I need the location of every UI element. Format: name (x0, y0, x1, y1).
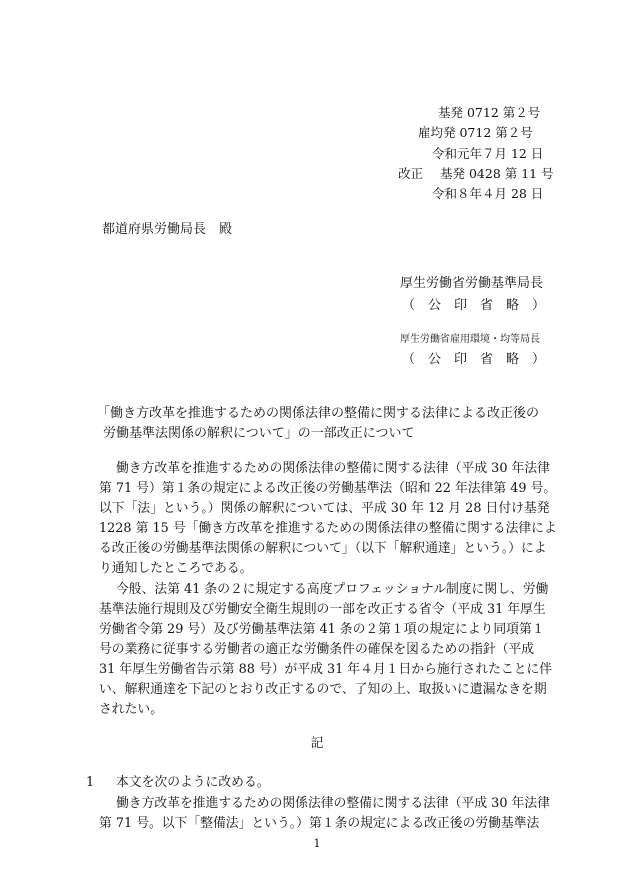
body-paragraph-2-line: 号の業務に従事する労働者の適正な労働条件の確保を図るための指針（平成 (99, 642, 535, 657)
body-paragraph-2-line: されたい。 (99, 702, 163, 717)
body-paragraph-2-line: 労働省令第 29 号）及び労働基準法第 41 条の２第１項の規定により同項第１ (99, 622, 545, 637)
seal-omitted-1: （ 公 印 省 略 ） (402, 298, 546, 313)
item-1-label: 本文を次のように改める。 (116, 775, 270, 790)
revision-date: 令和８年４月 28 日 (432, 186, 544, 201)
ki-heading: 記 (310, 736, 324, 751)
issuer-employment-environment-bureau: 厚生労働省雇用環境・均等局長 (400, 334, 540, 345)
body-paragraph-1-line: 1228 第 15 号「働き方改革を推進するための関係法律の整備に関する法律によ (99, 521, 557, 536)
document-title-line-1: 「働き方改革を推進するための関係法律の整備に関する法律による改正後の (97, 406, 540, 421)
document-number-line-1: 基発 0712 第２号 (438, 105, 541, 120)
body-paragraph-1-line: 働き方改革を推進するための関係法律の整備に関する法律（平成 30 年法律 (116, 461, 550, 476)
revision-label: 改正 (398, 166, 424, 181)
document-title-line-2: 労働基準法関係の解釈について」の一部改正について (103, 426, 415, 441)
body-paragraph-2-line: 31 年厚生労働省告示第 88 号）が平成 31 年４月１日から施行されたことに伴 (99, 662, 553, 677)
body-paragraph-2-line: 今般、法第 41 条の２に規定する高度プロフェッショナル制度に関し、労働 (116, 582, 549, 597)
body-paragraph-1-line: る改正後の労働基準法関係の解釈について」（以下「解釈通達」という。）によ (99, 541, 547, 556)
issue-date: 令和元年７月 12 日 (432, 146, 544, 161)
addressee: 都道府県労働局長 殿 (102, 222, 233, 237)
body-paragraph-1-line: り通知したところである。 (99, 561, 253, 576)
seal-omitted-2: （ 公 印 省 略 ） (402, 352, 546, 367)
revision-document-number: 基発 0428 第 11 号 (440, 166, 554, 181)
item-1-body-line: 働き方改革を推進するための関係法律の整備に関する法律（平成 30 年法律 (116, 796, 550, 811)
document-number-line-2: 雇均発 0712 第２号 (418, 125, 533, 140)
issuer-labor-standards-bureau: 厚生労働省労働基準局長 (400, 276, 544, 291)
body-paragraph-1-line: 以下「法」という。）関係の解釈については、平成 30 年 12 月 28 日付け基発 (99, 501, 550, 516)
body-paragraph-2-line: い、解釈通達を下記のとおり改正するので、了知の上、取扱いに遺漏なきを期 (99, 682, 547, 697)
body-paragraph-2-line: 基準法施行規則及び労働安全衛生規則の一部を改正する省令（平成 31 年厚生 (99, 602, 546, 617)
item-1-number: 1 (86, 775, 95, 790)
page-number: 1 (313, 837, 321, 850)
body-paragraph-1-line: 第 71 号）第１条の規定による改正後の労働基準法（昭和 22 年法律第 49 号。 (99, 481, 557, 496)
item-1-body-line: 第 71 号。以下「整備法」という。）第１条の規定による改正後の労働基準法 (99, 816, 540, 831)
